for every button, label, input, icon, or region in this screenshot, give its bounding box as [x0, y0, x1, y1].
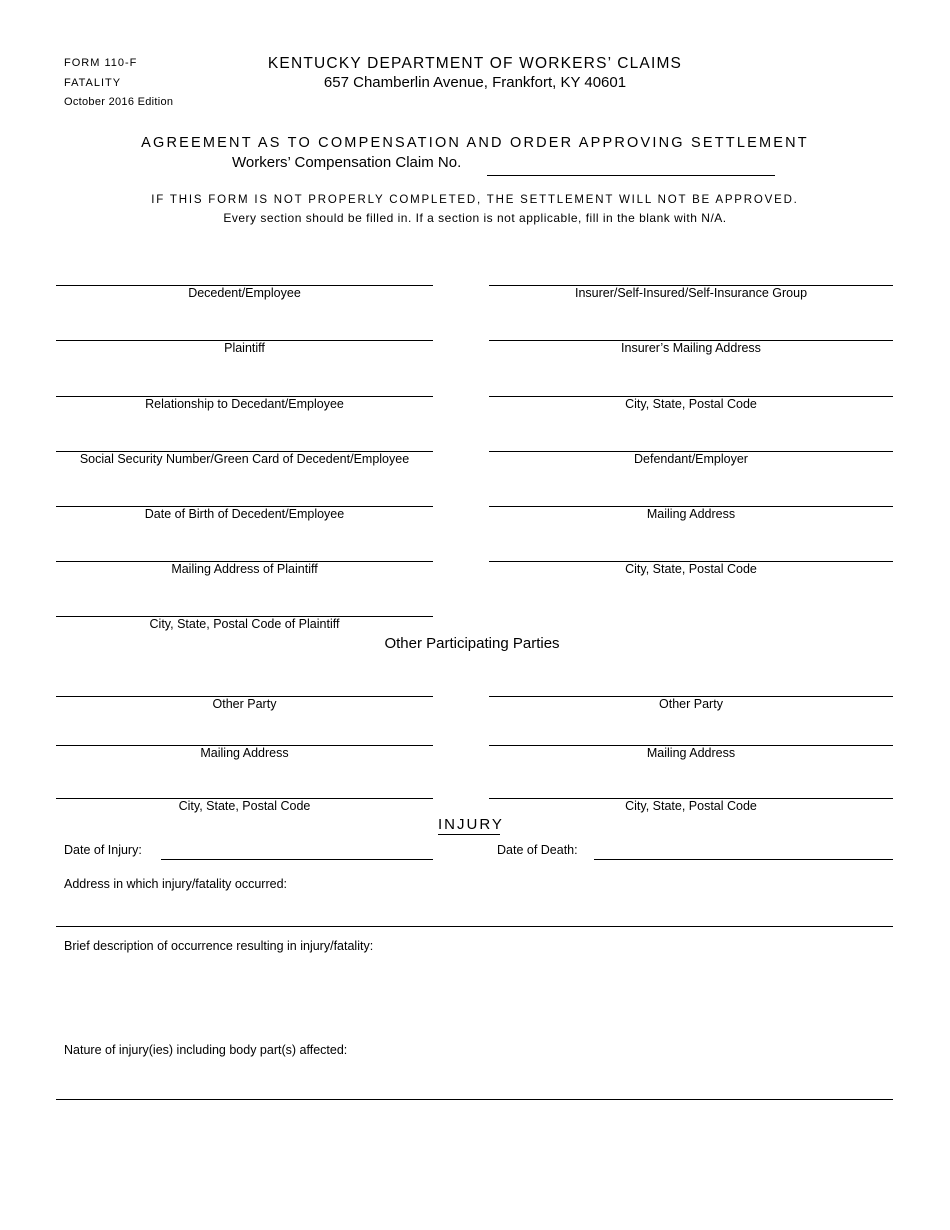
other-party-right-city-field[interactable]	[489, 798, 893, 814]
other-party-left-field[interactable]	[56, 696, 433, 712]
relationship-field[interactable]	[56, 396, 433, 412]
date-of-birth-field[interactable]	[56, 506, 433, 522]
field-label: Defendant/Employer	[634, 452, 748, 466]
injury-address-field[interactable]	[56, 926, 893, 927]
claim-number-field[interactable]	[487, 175, 775, 176]
date-of-death-label: Date of Death:	[497, 843, 578, 857]
plaintiff-mailing-address-field[interactable]	[56, 561, 433, 577]
field-label: City, State, Postal Code	[625, 799, 757, 813]
other-parties-title: Other Participating Parties	[384, 635, 560, 652]
agency-name: KENTUCKY DEPARTMENT OF WORKERS’ CLAIMS	[267, 55, 683, 72]
field-label: Insurer’s Mailing Address	[621, 341, 761, 355]
instruction-notice: Every section should be filled in. If a section is not applicable, fill in the blank with N/A.	[223, 211, 727, 225]
other-party-right-field[interactable]	[489, 696, 893, 712]
decedent-employee-field[interactable]	[56, 285, 433, 301]
employer-mailing-address-field[interactable]	[489, 506, 893, 522]
occurrence-description-label: Brief description of occurrence resulting in injury/fatality:	[64, 939, 374, 953]
injury-address-label: Address in which injury/fatality occurred:	[64, 877, 288, 891]
field-label: Mailing Address	[646, 507, 736, 521]
date-of-injury-field[interactable]	[161, 859, 433, 860]
other-party-right-address-field[interactable]	[489, 745, 893, 761]
insurer-city-state-field[interactable]	[489, 396, 893, 412]
other-party-left-address-field[interactable]	[56, 745, 433, 761]
other-party-left-city-field[interactable]	[56, 798, 433, 814]
field-label: Decedent/Employee	[188, 286, 301, 300]
date-of-injury-label: Date of Injury:	[64, 843, 142, 857]
agency-address: 657 Chamberlin Avenue, Frankfort, KY 40601	[323, 74, 627, 91]
field-label: Mailing Address of Plaintiff	[171, 562, 318, 576]
field-label: Plaintiff	[224, 341, 265, 355]
insurer-field[interactable]	[489, 285, 893, 301]
field-label: City, State, Postal Code	[625, 397, 757, 411]
occurrence-description-field[interactable]	[56, 956, 893, 1036]
plaintiff-field[interactable]	[56, 340, 433, 356]
field-label: Other Party	[212, 697, 277, 711]
injury-title-underline	[438, 834, 500, 835]
field-label: City, State, Postal Code of Plaintiff	[149, 617, 340, 631]
employer-city-state-field[interactable]	[489, 561, 893, 577]
injury-nature-field[interactable]	[56, 1099, 893, 1100]
form-type: FATALITY	[64, 76, 122, 89]
date-of-death-field[interactable]	[594, 859, 893, 860]
ssn-field[interactable]	[56, 451, 433, 467]
defendant-employer-field[interactable]	[489, 451, 893, 467]
field-label: Mailing Address	[646, 746, 736, 760]
field-label: City, State, Postal Code	[625, 562, 757, 576]
field-label: Social Security Number/Green Card of Decedent/Employee	[79, 452, 410, 466]
field-label: Other Party	[659, 697, 723, 711]
field-label: Mailing Address	[200, 746, 289, 760]
plaintiff-city-state-field[interactable]	[56, 616, 433, 632]
claim-number-label: Workers’ Compensation Claim No.	[232, 154, 462, 171]
field-label: City, State, Postal Code	[178, 799, 311, 813]
warning-notice: IF THIS FORM IS NOT PROPERLY COMPLETED, THE SETTLEMENT WILL NOT BE APPROVED.	[151, 194, 799, 206]
field-label: Relationship to Decedant/Employee	[145, 397, 344, 411]
form-number: FORM 110-F	[64, 57, 138, 69]
injury-nature-label: Nature of injury(ies) including body part(s) affected:	[64, 1043, 348, 1057]
form-title: AGREEMENT AS TO COMPENSATION AND ORDER APPROVING SETTLEMENT	[141, 135, 809, 151]
injury-section-title: INJURY	[438, 816, 504, 833]
form-edition: October 2016 Edition	[64, 96, 174, 108]
field-label: Insurer/Self-Insured/Self-Insurance Group	[574, 286, 808, 300]
field-label: Date of Birth of Decedent/Employee	[144, 507, 345, 521]
insurer-mailing-address-field[interactable]	[489, 340, 893, 356]
